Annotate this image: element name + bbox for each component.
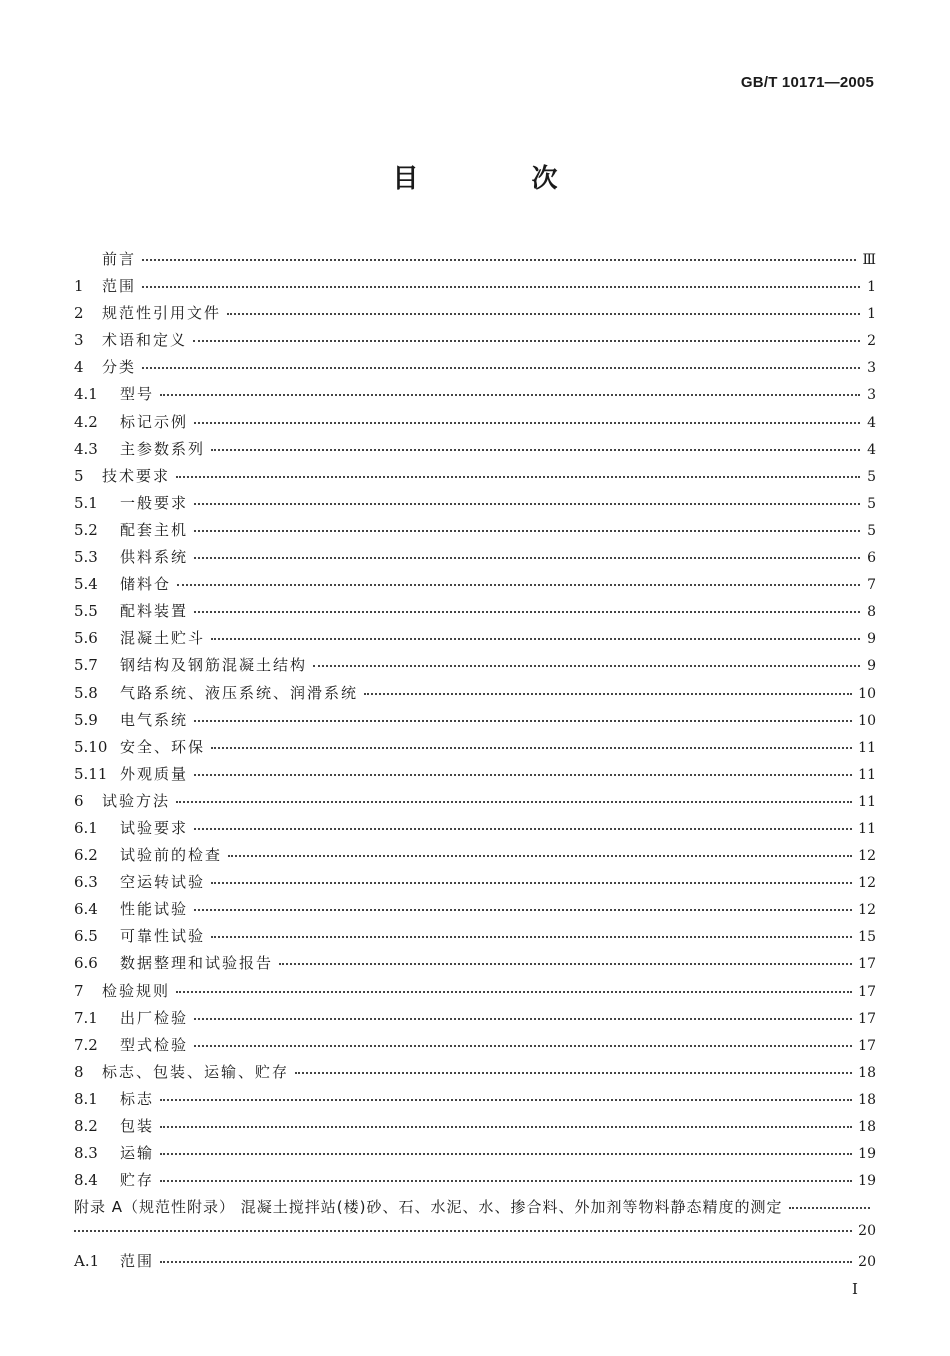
dot-leader — [211, 878, 852, 884]
dot-leader — [364, 689, 852, 695]
toc-entry[interactable] — [74, 817, 876, 844]
toc-entry[interactable] — [74, 302, 876, 329]
toc-entry-label: 主参数系列 — [120, 439, 206, 458]
toc-entry-page: 4 — [867, 414, 876, 431]
toc-entry[interactable] — [74, 438, 876, 465]
toc-entry-number: 7.2 — [74, 1035, 98, 1054]
toc-entry-number: 5 — [74, 466, 84, 485]
toc-entry-page: 8 — [867, 604, 876, 621]
toc-appendix-entry[interactable] — [74, 1196, 876, 1223]
toc-entry[interactable] — [74, 980, 876, 1007]
toc-entry-number: 6.5 — [74, 927, 98, 946]
dot-leader — [279, 959, 852, 965]
dot-leader — [160, 1122, 852, 1128]
toc-entry[interactable] — [74, 844, 876, 871]
toc-entry[interactable] — [74, 736, 876, 763]
toc-entry-page: 12 — [858, 875, 876, 892]
toc-entry-label: 数据整理和试验报告 — [120, 954, 274, 973]
dot-leader — [194, 716, 852, 722]
toc-entry-page: 10 — [858, 685, 876, 702]
toc-entry-label: 安全、环保 — [120, 737, 206, 756]
dot-leader — [194, 553, 860, 559]
toc-entry[interactable] — [74, 654, 876, 681]
toc-entry-number: 6 — [74, 791, 84, 810]
toc-entry-label: 性能试验 — [120, 900, 189, 919]
standard-code: GB/T 10171—2005 — [740, 74, 874, 91]
toc-entry-number: 6.4 — [74, 900, 98, 919]
dot-leader — [194, 905, 852, 911]
toc-entry-number: 6.3 — [74, 873, 98, 892]
toc-entry-number: 5.8 — [74, 683, 98, 702]
toc-entry-number: 8 — [74, 1062, 84, 1081]
toc-entry[interactable] — [74, 329, 876, 356]
toc-entry-number: 7.1 — [74, 1008, 98, 1027]
toc-entry-number: 5.9 — [74, 710, 98, 729]
toc-entry-page: 4 — [867, 441, 876, 458]
dot-leader — [160, 390, 860, 396]
toc-entry-page: 17 — [858, 983, 876, 1000]
toc-entry[interactable] — [74, 1088, 876, 1115]
toc-entry-page: 3 — [867, 360, 876, 377]
toc-entry-number: 8.2 — [74, 1117, 98, 1135]
toc-entry-number: 4.1 — [74, 385, 98, 404]
toc-entry[interactable] — [74, 925, 876, 952]
toc-entry[interactable] — [74, 356, 876, 383]
toc-entry-label: 规范性引用文件 — [102, 304, 222, 323]
dot-leader — [211, 634, 860, 640]
dot-leader — [160, 1149, 852, 1155]
toc-entry[interactable] — [74, 248, 876, 275]
dot-leader — [194, 770, 852, 776]
toc-entry-number: 5.10 — [74, 737, 108, 756]
toc-entry-page: 2 — [867, 333, 876, 350]
toc-entry[interactable] — [74, 709, 876, 736]
toc-entry-page: 17 — [858, 956, 876, 973]
toc-entry-page: 11 — [858, 766, 876, 783]
toc-entry-label: 钢结构及钢筋混凝土结构 — [120, 656, 308, 675]
toc-entry-label: 可靠性试验 — [120, 927, 206, 946]
toc-entry[interactable] — [74, 600, 876, 627]
dot-leader — [194, 526, 860, 532]
dot-leader — [194, 1041, 852, 1047]
dot-leader — [211, 743, 852, 749]
dot-leader — [211, 932, 852, 938]
dot-leader — [194, 418, 860, 424]
toc-entry-number: 5.11 — [74, 764, 108, 783]
toc-entry-page: 1 — [867, 306, 876, 323]
toc-entry-page: 18 — [858, 1091, 876, 1108]
toc-entry-number: 5.6 — [74, 629, 98, 648]
toc-entry-label: 分类 — [102, 358, 137, 377]
toc-entry-label: 前言 — [102, 250, 137, 268]
toc-entry-page: 20 — [858, 1254, 876, 1271]
toc-entry-number: 5.4 — [74, 575, 98, 594]
toc-entry-label: 型号 — [120, 385, 155, 404]
toc-entry-label: 配套主机 — [120, 520, 189, 539]
toc-entry-number: 5.7 — [74, 656, 98, 675]
dot-leader — [160, 1257, 852, 1263]
toc-entry-page: 17 — [858, 1010, 876, 1027]
toc-entry-label: 范围 — [102, 277, 137, 296]
dot-leader — [177, 580, 860, 586]
toc-entry[interactable] — [74, 1169, 876, 1196]
toc-entry[interactable] — [74, 790, 876, 817]
toc-entry-page: 18 — [858, 1119, 876, 1135]
dot-leader — [227, 309, 860, 315]
toc-entry-number: A.1 — [74, 1252, 100, 1271]
toc-entry-page: 3 — [867, 387, 876, 404]
toc-entry-number: 6.2 — [74, 846, 98, 865]
toc-entry-page: 9 — [867, 658, 876, 675]
dot-leader — [313, 661, 860, 667]
toc-entry-label: 出厂检验 — [120, 1008, 189, 1027]
page-title: 目 次 — [392, 164, 610, 194]
toc-entry-number: 5.5 — [74, 602, 98, 621]
toc-entry-label: 空运转试验 — [120, 873, 206, 892]
toc-entry-page: 5 — [867, 495, 876, 512]
toc-entry-number: 6.6 — [74, 954, 98, 973]
toc-entry[interactable] — [74, 763, 876, 790]
toc-entry[interactable] — [74, 898, 876, 925]
toc-entry-page: 7 — [867, 577, 876, 594]
toc-appendix-page: 20 — [858, 1223, 876, 1240]
toc-entry-number: 5.3 — [74, 548, 98, 567]
toc-entry-number: 1 — [74, 277, 84, 296]
dot-leader — [176, 797, 852, 803]
toc-entry-label: 试验要求 — [120, 818, 189, 837]
toc-entry-page: 11 — [858, 793, 876, 810]
toc-entry-label: 储料仓 — [120, 575, 172, 594]
dot-leader — [142, 282, 860, 288]
toc-entry-number: 3 — [74, 331, 84, 350]
dot-leader — [194, 824, 852, 830]
toc-entry[interactable] — [74, 546, 876, 573]
toc-entry-label: 标记示例 — [120, 412, 189, 431]
toc-entry-label: 配料装置 — [120, 602, 189, 621]
toc-entry-page: 15 — [858, 929, 876, 946]
toc-entry-page: 1 — [867, 279, 876, 296]
dot-leader — [194, 1014, 852, 1020]
dot-leader — [160, 1176, 852, 1182]
toc-entry-number: 5.1 — [74, 493, 98, 512]
toc-entry-label: 试验前的检查 — [120, 846, 223, 865]
toc-entry[interactable] — [74, 1061, 876, 1088]
dot-leader — [789, 1203, 870, 1209]
dot-leader — [228, 851, 852, 857]
toc-entry[interactable] — [74, 871, 876, 898]
toc-entry[interactable] — [74, 682, 876, 709]
toc-appendix-label: 附录 A（规范性附录） 混凝土搅拌站(楼)砂、石、水泥、水、掺合料、外加剂等物料静态精度的测定 — [74, 1198, 783, 1217]
toc-entry-label: 供料系统 — [120, 548, 189, 567]
dot-leader — [160, 1095, 852, 1101]
toc-entry-label: 一般要求 — [120, 493, 189, 512]
dot-leader — [142, 255, 856, 261]
toc-entry[interactable] — [74, 1115, 876, 1142]
toc-entry-label: 范围 — [120, 1252, 155, 1271]
toc-entry-number: 4.3 — [74, 439, 98, 458]
toc-entry-label: 外观质量 — [120, 764, 189, 783]
toc-entry[interactable] — [74, 383, 876, 410]
toc-entry[interactable] — [74, 519, 876, 546]
dot-leader — [74, 1226, 852, 1232]
toc-entry-label: 包装 — [120, 1117, 155, 1135]
toc-entry[interactable] — [74, 1034, 876, 1061]
dot-leader — [211, 445, 860, 451]
toc-entry-label: 混凝土贮斗 — [120, 629, 206, 648]
toc-entry-page: 9 — [867, 631, 876, 648]
toc-entry-number: 6.1 — [74, 818, 98, 837]
dot-leader — [194, 499, 860, 505]
toc-entry[interactable] — [74, 465, 876, 492]
dot-leader — [193, 336, 860, 342]
toc-entry[interactable] — [74, 952, 876, 979]
toc-entry-page: 12 — [858, 848, 876, 865]
toc-entry[interactable] — [74, 1250, 876, 1277]
dot-leader — [176, 987, 852, 993]
toc-entry-label: 标志、包装、运输、贮存 — [102, 1062, 290, 1081]
toc-entry-page: 10 — [858, 712, 876, 729]
dot-leader — [295, 1068, 852, 1074]
toc-entry-label: 电气系统 — [120, 710, 189, 729]
toc-entry[interactable] — [74, 492, 876, 519]
toc-entry-page: 11 — [858, 820, 876, 837]
toc-entry-label: 贮存 — [120, 1171, 155, 1190]
page-number: Ⅰ — [852, 1280, 858, 1298]
dot-leader — [194, 607, 860, 613]
toc-entry-page: Ⅲ — [862, 252, 876, 268]
toc-entry[interactable] — [74, 1007, 876, 1034]
toc-entry[interactable] — [74, 411, 876, 438]
table-of-contents — [74, 248, 876, 1278]
toc-entry-page: 12 — [858, 902, 876, 919]
toc-entry-page: 18 — [858, 1064, 876, 1081]
toc-entry-page: 11 — [858, 739, 876, 756]
toc-entry-number: 2 — [74, 304, 84, 323]
toc-entry-number: 8.3 — [74, 1144, 98, 1163]
toc-entry-label: 气路系统、液压系统、润滑系统 — [120, 683, 359, 702]
toc-entry-page: 5 — [867, 468, 876, 485]
toc-entry[interactable] — [74, 1142, 876, 1169]
toc-entry-label: 术语和定义 — [102, 331, 188, 350]
toc-entry-page: 6 — [867, 550, 876, 567]
toc-entry[interactable] — [74, 573, 876, 600]
toc-entry-number: 8.1 — [74, 1089, 98, 1108]
dot-leader — [142, 363, 860, 369]
toc-entry-label: 标志 — [120, 1089, 155, 1108]
toc-entry[interactable] — [74, 275, 876, 302]
toc-entry-page: 5 — [867, 522, 876, 539]
toc-entry-label: 检验规则 — [102, 981, 171, 1000]
toc-entry-page: 19 — [858, 1173, 876, 1190]
toc-entry-label: 技术要求 — [102, 466, 171, 485]
toc-appendix-entry-continued — [74, 1223, 876, 1250]
toc-entry-label: 运输 — [120, 1144, 155, 1163]
toc-entry-number: 4 — [74, 358, 84, 377]
toc-entry-label: 试验方法 — [102, 791, 171, 810]
toc-entry-number: 4.2 — [74, 412, 98, 431]
toc-entry-number: 8.4 — [74, 1171, 98, 1190]
dot-leader — [176, 472, 860, 478]
toc-entry-label: 型式检验 — [120, 1035, 189, 1054]
toc-entry-page: 19 — [858, 1146, 876, 1163]
toc-entry-page: 17 — [858, 1037, 876, 1054]
toc-entry-number: 7 — [74, 981, 84, 1000]
toc-entry-number: 5.2 — [74, 520, 98, 539]
toc-entry[interactable] — [74, 627, 876, 654]
